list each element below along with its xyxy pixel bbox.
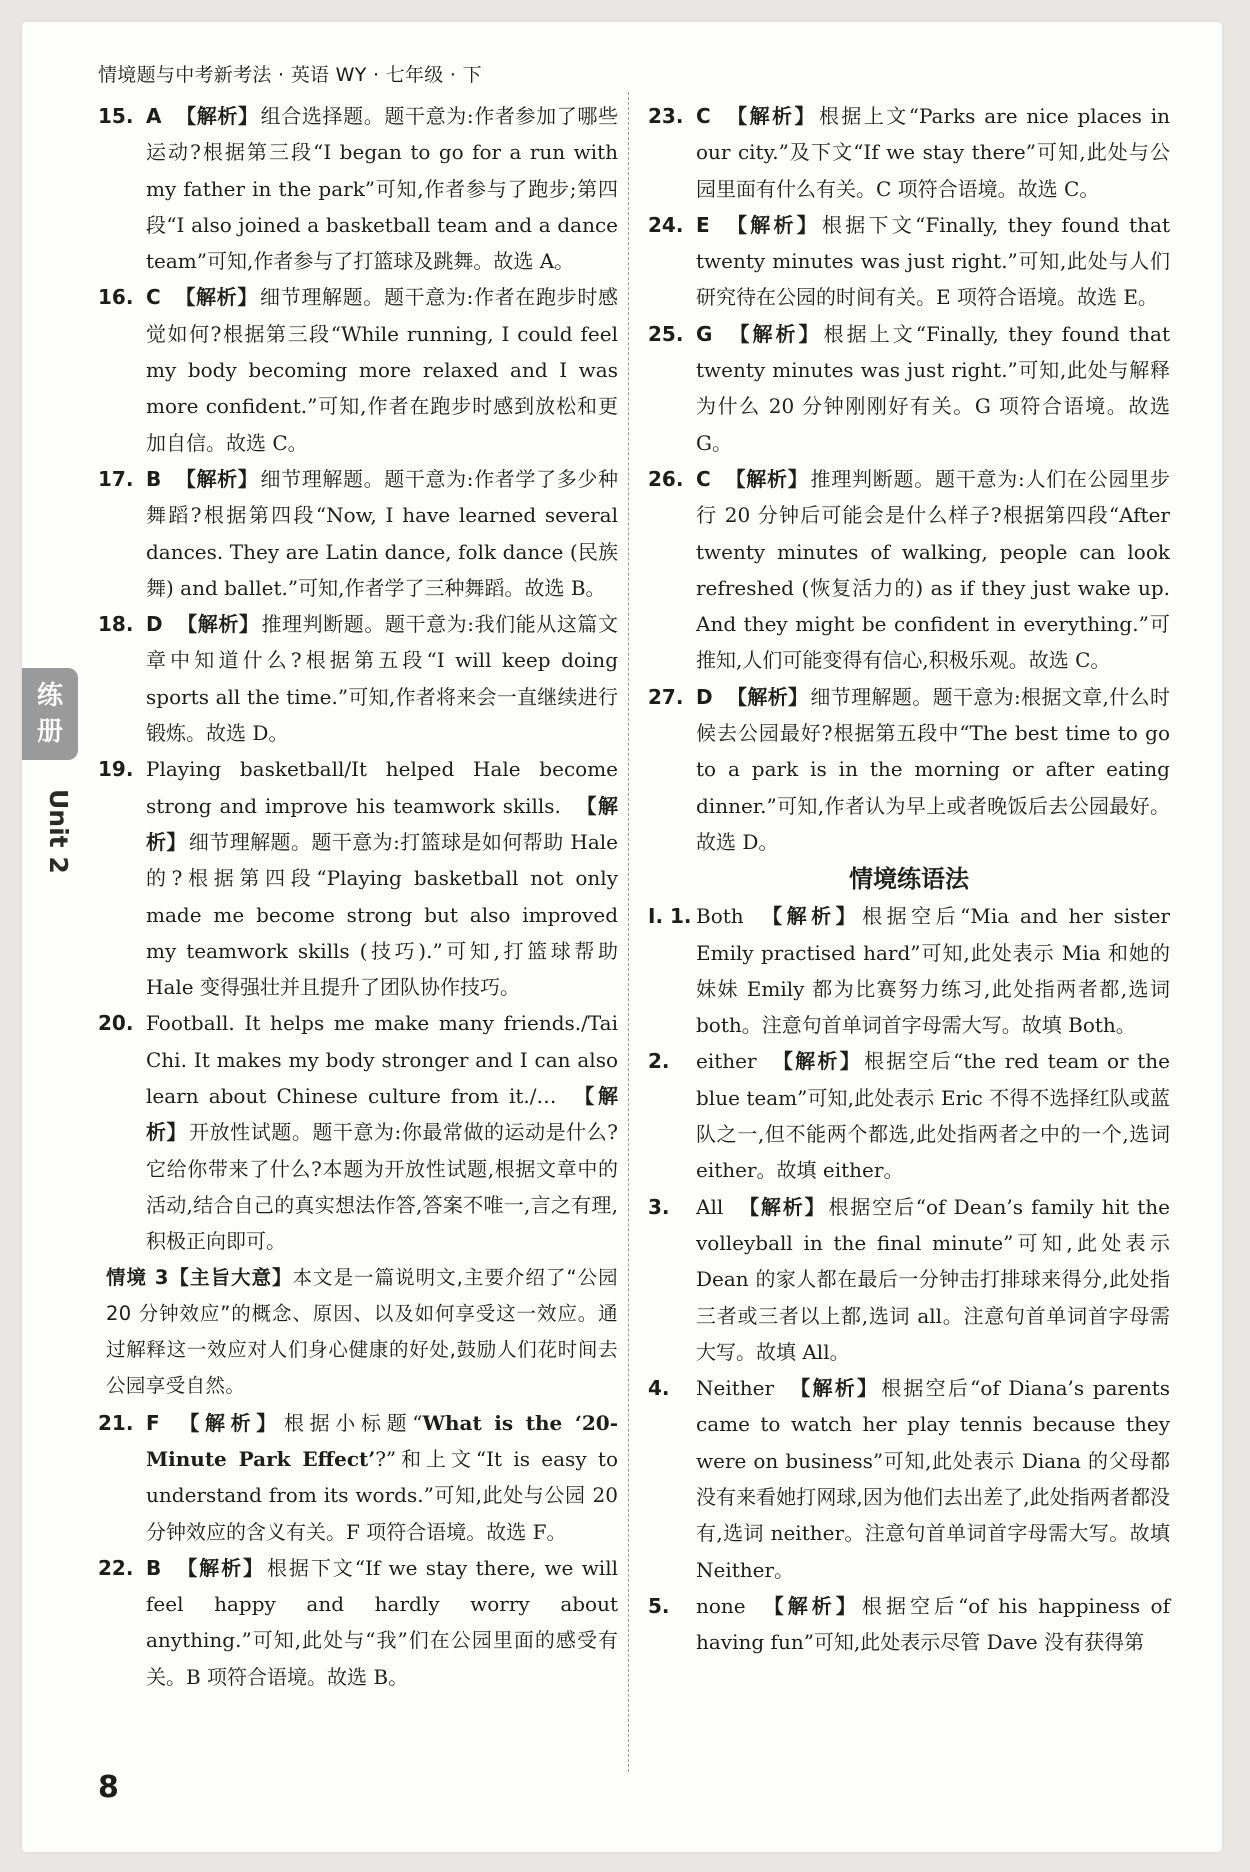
practice-book-tab	[22, 668, 78, 760]
answer-word: Both	[696, 904, 744, 929]
right-column	[648, 98, 1170, 1660]
analysis-tag: 【解析】	[173, 1410, 282, 1435]
answer-letter: C	[146, 285, 161, 310]
analysis-text: 开放性试题。题干意为:你最常做的运动是什么?它给你带来了什么?本题为开放性试题,根据文章中的活动,结合自己的真实想法作答,答案不唯一,言之有理,积极正向即可。	[146, 1120, 618, 1254]
answer-letter: D	[696, 684, 713, 709]
answer-item	[98, 98, 618, 279]
analysis-tag: 【解析】	[176, 612, 260, 637]
analysis-text: 推理判断题。题干意为:我们能从这篇文章中知道什么?根据第五段“I will keep doing sports all the time.”可知,作者将来会一直继续进行锻炼。故选 D。	[146, 612, 618, 746]
analysis-text: 细节理解题。题干意为:打篮球是如何帮助 Hale 的?根据第四段“Playing basketball not only made me become strong but also improved my teamwork skills (技巧).”可知,打篮球帮助 Hale 变得强壮并且提升了团队协作技巧。	[146, 829, 619, 1000]
analysis-text: 根据下文“If we stay there, we will feel happy and hardly worry about anything.”可知,此处与“我”们在公园里面的感受有关。B 项符合语境。故选 B。	[146, 1555, 619, 1689]
context-label: 情境 3【主旨大意】	[106, 1265, 293, 1289]
analysis-text: 根据空后“the red team or the blue team”可知,此处表示 Eric 不得不选择红队或蓝队之一,但不能两个都选,此处指两者之中的一个,选词 either。故填 either。	[696, 1049, 1170, 1183]
analysis-tag: 【解析】	[723, 212, 821, 237]
answer-item	[98, 461, 618, 606]
analysis-text: 细节理解题。题干意为:作者在跑步时感觉如何?根据第三段“While running, I could feel my body becoming more relaxed and I was more confident.”可知,作者在跑步时感到放松和更加自信。故选 C。	[146, 285, 618, 455]
answer-item	[648, 461, 1170, 679]
question-number: 4.	[648, 1376, 670, 1401]
question-number: 17.	[98, 466, 134, 491]
question-number: 25.	[648, 321, 684, 346]
question-number: 2.	[648, 1049, 670, 1074]
analysis-text: 组合选择题。题干意为:作者参加了哪些运动?根据第三段“I began to go for a run with my father in the park”可知,作者参与了跑步;第四段“I also joined a basketball team and a dance team”可知,作者参与了打篮球及跳舞。故选 A。	[146, 104, 619, 274]
question-number: 27.	[648, 684, 684, 709]
analysis-text: 根据空后“of Dean’s family hit the volleyball in the final minute”可知,此处表示 Dean 的家人都在最后一分钟击打排球来得分,此处指三者或三者以上都,选词 all。注意句首单词首字母需大写。故填 All。	[696, 1194, 1171, 1364]
question-number: 20.	[98, 1011, 134, 1036]
analysis-tag: 【解析】	[757, 904, 861, 929]
answer-letter: C	[696, 104, 711, 128]
analysis-tag: 【解析】	[737, 1194, 827, 1219]
answer-text: Playing basketball/It helped Hale become strong and improve his teamwork skills.	[146, 757, 618, 818]
analysis-text: 推理判断题。题干意为:人们在公园里步行 20 分钟后可能会是什么样子?根据第四段“After twenty minutes of walking, people can look refreshed (恢复活力的) as if they just wake up. And they might be confident in everything.”可推知,人们可能变得有信心,积极乐观。故选 C。	[696, 466, 1170, 673]
analysis-tag: 【解析】	[175, 1555, 265, 1580]
analysis-text: 细节理解题。题干意为:根据文章,什么时候去公园最好?根据第五段中“The best time to go to a park is in the morning or after eating dinner.”可知,作者认为早上或者晚饭后去公园最好。故选 D。	[696, 684, 1170, 854]
analysis-tag: 【解析】	[788, 1376, 880, 1401]
answer-item	[98, 1550, 618, 1695]
answer-word: All	[696, 1194, 724, 1219]
answer-letter: B	[146, 466, 162, 491]
answer-letter: F	[146, 1410, 160, 1435]
analysis-text: 根据空后“of his happiness of having fun”可知,此处表示尽管 Dave 没有获得第	[696, 1593, 1171, 1655]
answer-letter: B	[146, 1555, 162, 1580]
answer-item	[98, 1005, 618, 1259]
analysis-text: 根据空后“of Diana’s parents came to watch her play tennis because they were on business”可知,此处表示 Diana 的父母都没有来看她打网球,因为他们去出差了,此处指两者都没有,选词 neither。注意句首单词首字母需大写。故填 Neither。	[696, 1376, 1171, 1582]
question-number: 5.	[648, 1593, 670, 1618]
analysis-tag: 【解析】	[726, 684, 809, 709]
page-number: 8	[98, 1770, 119, 1805]
grammar-item	[648, 1588, 1170, 1661]
question-number: 18.	[98, 612, 134, 637]
analysis-tag: 【解析】	[770, 1049, 862, 1074]
answer-item	[98, 279, 618, 460]
answer-letter: G	[696, 321, 713, 346]
question-number: 24.	[648, 212, 684, 237]
analysis-tag: 【解析】	[175, 466, 259, 491]
answer-letter: E	[696, 212, 710, 237]
question-number: 21.	[98, 1410, 134, 1435]
answer-word: Neither	[696, 1376, 775, 1401]
analysis-tag: 【解析】	[724, 104, 817, 128]
answer-item	[98, 751, 618, 1005]
context-summary	[98, 1260, 618, 1405]
analysis-tag: 【解析】	[726, 321, 822, 346]
analysis-tag: 【解析】	[146, 793, 619, 854]
analysis-text-pre: 根据小标题“	[283, 1410, 423, 1435]
question-number: 26.	[648, 466, 684, 491]
question-number: 16.	[98, 285, 134, 310]
analysis-text-post: ?”和上文“It is easy to understand from its words.”可知,此处与公园 20 分钟效应的含义有关。F 项符合语境。故选 F。	[146, 1446, 618, 1544]
analysis-text: 根据下文“Finally, they found that twenty minutes was just right.”可知,此处与人们研究待在公园的时间有关。E 项符合语境。故选 E。	[696, 212, 1171, 310]
context-text: 本文是一篇说明文,主要介绍了“公园 20 分钟效应”的概念、原因、以及如何享受这一效应。通过解释这一效应对人们身心健康的好处,鼓励人们花时间去公园享受自然。	[106, 1265, 618, 1398]
analysis-text: 根据上文“Parks are nice places in our city.”及下文“If we stay there”可知,此处与公园里面有什么有关。C 项符合语境。故选 C。	[696, 104, 1170, 201]
question-number: I. 1.	[648, 904, 692, 929]
answer-item	[98, 1405, 618, 1550]
question-number: 19.	[98, 757, 134, 782]
answer-item	[98, 606, 618, 751]
analysis-tag: 【解析】	[759, 1593, 860, 1618]
answer-item	[648, 316, 1170, 461]
grammar-item	[648, 898, 1170, 1043]
analysis-tag: 【解析】	[175, 104, 259, 128]
unit-label: Unit 2	[44, 789, 73, 874]
answer-text: Football. It helps me make many friends./Tai Chi. It makes my body stronger and I can also learn about Chinese culture from it./…	[146, 1011, 618, 1109]
answer-item	[648, 98, 1170, 207]
tab-label-2: 册	[36, 717, 63, 747]
question-number: 15.	[98, 104, 134, 128]
column-divider	[628, 92, 629, 1772]
answer-letter: A	[146, 104, 162, 128]
grammar-item	[648, 1043, 1170, 1188]
answer-word: either	[696, 1049, 757, 1074]
answer-letter: D	[146, 612, 163, 637]
question-number: 23.	[648, 104, 684, 128]
grammar-item	[648, 1189, 1170, 1370]
answer-item	[648, 207, 1170, 316]
section-title: 情境练语法	[849, 865, 969, 894]
question-number: 3.	[648, 1194, 670, 1219]
analysis-text: 细节理解题。题干意为:作者学了多少种舞蹈?根据第四段“Now, I have learned several dances. They are Latin dance, folk dance (民族舞) and ballet.”可知,作者学了三种舞蹈。故选 B。	[146, 466, 618, 600]
tab-label-1: 练	[36, 681, 63, 711]
analysis-tag: 【解析】	[174, 285, 258, 310]
analysis-tag: 【解析】	[146, 1084, 618, 1145]
analysis-text: 根据上文“Finally, they found that twenty minutes was just right.”可知,此处与解释为什么 20 分钟刚刚好有关。G 项符合语境。故选 G。	[696, 321, 1171, 455]
answer-item	[648, 679, 1170, 860]
question-number: 22.	[98, 1555, 134, 1580]
answer-letter: C	[696, 466, 711, 491]
analysis-tag: 【解析】	[724, 466, 809, 491]
subheading-quote: What is the ‘20-Minute Park Effect’	[146, 1410, 619, 1471]
left-column	[98, 98, 618, 1695]
page-header: 情境题与中考新考法 · 英语 WY · 七年级 · 下	[98, 64, 482, 86]
analysis-text: 根据空后“Mia and her sister Emily practised hard”可知,此处表示 Mia 和她的妹妹 Emily 都为比赛努力练习,此处指两者都,选词 both。注意句首单词首字母需大写。故填 Both。	[696, 904, 1170, 1038]
grammar-item	[648, 1370, 1170, 1588]
answer-word: none	[696, 1593, 746, 1618]
